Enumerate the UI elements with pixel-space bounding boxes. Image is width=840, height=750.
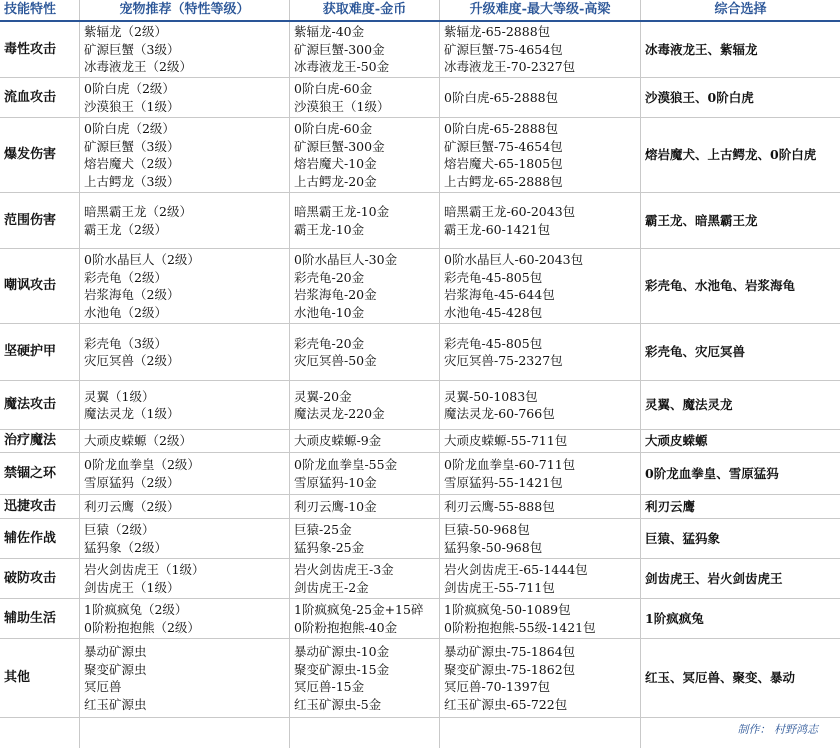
cost-line: 巨猿-25金: [294, 522, 352, 537]
cost-cell: [290, 78, 440, 117]
upgrade-line: 1阶疯疯兔-50-1089包: [444, 602, 571, 617]
upgrade-line: 霸王龙-60-1421包: [444, 221, 551, 237]
pets-line: 矿源巨蟹（3级）: [84, 138, 180, 154]
cost-cell: [290, 22, 440, 77]
pets-line: 矿源巨蟹（3级）: [84, 41, 180, 57]
pets-line: 暴动矿源虫: [84, 644, 147, 659]
upgrade-line: 0阶水晶巨人-60-2043包: [444, 252, 584, 267]
pets-line: 巨猿（2级）: [84, 522, 155, 537]
cost-line: 0阶水晶巨人-30金: [294, 252, 398, 267]
upgrade-line: 雪原猛犸-55-1421包: [444, 474, 563, 490]
cost-line: 猛犸象-25金: [294, 539, 365, 555]
cost-line: 暗黑霸王龙-10金: [294, 204, 390, 219]
header-cost: 获取难度-金币: [290, 0, 440, 20]
trait-cell: 嘲讽攻击: [0, 249, 80, 323]
upgrade-cell: [440, 599, 641, 638]
choice-cell: 巨猿、猛犸象: [645, 530, 721, 546]
cost-line: 矿源巨蟹-300金: [294, 41, 385, 57]
upgrade-line: 0阶白虎-65-2888包: [444, 121, 559, 136]
upgrade-cell: [440, 249, 641, 323]
pets-line: 0阶白虎（2级）: [84, 81, 175, 96]
upgrade-cell: [440, 519, 641, 558]
pets-line: 岩火剑齿虎王（1级）: [84, 562, 205, 577]
upgrade-line: 熔岩魔犬-65-1805包: [444, 156, 563, 171]
trait-cell: 禁锢之环: [0, 453, 80, 494]
pets-line: 红玉矿源虫: [84, 696, 147, 712]
upgrade-line: 岩火剑齿虎王-65-1444包: [444, 562, 588, 577]
cost-line: 矿源巨蟹-300金: [294, 138, 385, 154]
upgrade-line: 猛犸象-50-968包: [444, 539, 543, 555]
cost-line: 0阶白虎-60金: [294, 81, 373, 96]
pets-cell: [80, 78, 290, 117]
cost-cell: [290, 381, 440, 429]
trait-cell: 坚硬护甲: [0, 324, 80, 380]
upgrade-line: 0阶白虎-65-2888包: [444, 89, 559, 105]
table-row: [0, 78, 840, 118]
cost-line: 岩火剑齿虎王-3金: [294, 562, 394, 577]
upgrade-cell: [440, 559, 641, 598]
pets-line: 魔法灵龙（1级）: [84, 406, 180, 421]
pets-line: 大顽皮蝾螈（2级）: [84, 433, 192, 449]
table-row: [0, 519, 840, 559]
cost-line: 沙漠狼王（1级）: [294, 98, 390, 114]
cost-line: 1阶疯疯兔-25金+15碎: [294, 602, 424, 617]
credit-text: 制作： 村野鸿志: [737, 723, 818, 736]
table-row: [0, 193, 840, 249]
pets-line: 雪原猛犸（2级）: [84, 474, 180, 490]
cost-cell: [290, 249, 440, 323]
header-trait: 技能特性: [0, 0, 80, 20]
choice-cell: 1阶疯疯兔: [645, 610, 704, 626]
pets-cell: [80, 453, 290, 494]
pets-line: 灾厄冥兽（2级）: [84, 353, 180, 368]
choice-cell: 红玉、冥厄兽、聚变、暴动: [645, 670, 796, 686]
pets-cell: [80, 599, 290, 638]
upgrade-cell: [440, 324, 641, 380]
upgrade-cell: [440, 639, 641, 717]
upgrade-cell: [440, 193, 641, 248]
pets-line: 彩壳龟（3级）: [84, 335, 167, 351]
table-row: [0, 22, 840, 78]
upgrade-line: 岩浆海龟-45-644包: [444, 287, 555, 302]
upgrade-line: 魔法灵龙-60-766包: [444, 406, 555, 421]
trait-cell: 治疗魔法: [0, 430, 80, 452]
trait-cell: 范围伤害: [0, 193, 80, 248]
cost-line: 0阶龙血拳皇-55金: [294, 457, 398, 472]
cost-cell: [290, 453, 440, 494]
upgrade-cell: [440, 430, 641, 452]
upgrade-line: 冥厄兽-70-1397包: [444, 679, 551, 694]
table-row: [0, 495, 840, 519]
cost-line: 冥厄兽-15金: [294, 679, 365, 694]
cost-line: 暴动矿源虫-10金: [294, 644, 390, 659]
cost-cell: [290, 324, 440, 380]
cost-line: 彩壳龟-20金: [294, 335, 365, 351]
upgrade-cell: [440, 22, 641, 77]
pets-line: 霸王龙（2级）: [84, 221, 167, 237]
pets-cell: [80, 430, 290, 452]
pets-cell: [80, 519, 290, 558]
trait-cell: 辅助生活: [0, 599, 80, 638]
pets-line: 0阶龙血拳皇（2级）: [84, 457, 200, 472]
cost-line: 红玉矿源虫-5金: [294, 696, 382, 712]
pets-cell: [80, 118, 290, 192]
pets-cell: [80, 559, 290, 598]
cost-line: 水池龟-10金: [294, 304, 365, 320]
cost-line: 岩浆海龟-20金: [294, 287, 377, 302]
cost-line: 利刃云鹰-10金: [294, 498, 377, 514]
pets-cell: [80, 249, 290, 323]
choice-cell: 彩壳龟、灾厄冥兽: [645, 344, 746, 360]
upgrade-line: 彩壳龟-45-805包: [444, 335, 543, 351]
pets-line: 上古鳄龙（3级）: [84, 173, 180, 189]
table-row: [0, 559, 840, 599]
upgrade-line: 聚变矿源虫-75-1862包: [444, 661, 576, 677]
table-row: [0, 118, 840, 193]
pets-cell: [80, 193, 290, 248]
cost-line: 0阶粉抱抱熊-40金: [294, 619, 398, 635]
cost-line: 大顽皮蝾螈-9金: [294, 433, 382, 449]
cost-cell: [290, 430, 440, 452]
cost-line: 灵翼-20金: [294, 388, 352, 404]
pets-line: 剑齿虎王（1级）: [84, 579, 180, 595]
choice-cell: 冰毒液龙王、紫辐龙: [645, 41, 758, 57]
pets-line: 灵翼（1级）: [84, 388, 155, 404]
table-row: [0, 381, 840, 430]
choice-cell: 彩壳龟、水池龟、岩浆海龟: [645, 278, 796, 294]
upgrade-line: 红玉矿源虫-65-722包: [444, 696, 568, 712]
cost-cell: [290, 118, 440, 192]
cost-line: 雪原猛犸-10金: [294, 474, 377, 490]
upgrade-cell: [440, 78, 641, 117]
pets-cell: [80, 324, 290, 380]
pets-cell: [80, 381, 290, 429]
trait-cell: 流血攻击: [0, 78, 80, 117]
upgrade-cell: [440, 381, 641, 429]
pets-cell: [80, 639, 290, 717]
cost-cell: [290, 495, 440, 518]
choice-cell: 沙漠狼王、0阶白虎: [645, 89, 754, 105]
pets-line: 0阶白虎（2级）: [84, 121, 175, 136]
header-upgrade: 升级难度-最大等级-高梁: [440, 0, 641, 20]
upgrade-line: 剑齿虎王-55-711包: [444, 579, 555, 595]
trait-cell: 其他: [0, 639, 80, 717]
pets-line: 聚变矿源虫: [84, 661, 147, 677]
upgrade-line: 0阶龙血拳皇-60-711包: [444, 457, 576, 472]
pets-line: 水池龟（2级）: [84, 304, 167, 320]
choice-cell: 剑齿虎王、岩火剑齿虎王: [645, 570, 783, 586]
upgrade-line: 灾厄冥兽-75-2327包: [444, 353, 563, 368]
table-footer-row: [0, 718, 840, 748]
upgrade-line: 巨猿-50-968包: [444, 522, 530, 537]
pets-line: 岩浆海龟（2级）: [84, 287, 180, 302]
pets-line: 猛犸象（2级）: [84, 539, 167, 555]
upgrade-line: 0阶粉抱抱熊-55级-1421包: [444, 619, 596, 635]
cost-cell: [290, 559, 440, 598]
cost-cell: [290, 639, 440, 717]
table-row: [0, 324, 840, 381]
table-row: [0, 453, 840, 495]
cost-cell: [290, 519, 440, 558]
trait-cell: 破防攻击: [0, 559, 80, 598]
upgrade-cell: [440, 118, 641, 192]
table-row: [0, 599, 840, 639]
table-row: [0, 430, 840, 453]
upgrade-cell: [440, 495, 641, 518]
pets-line: 利刃云鹰（2级）: [84, 498, 180, 514]
cost-cell: [290, 193, 440, 248]
upgrade-line: 冰毒液龙王-70-2327包: [444, 59, 576, 75]
upgrade-line: 水池龟-45-428包: [444, 304, 543, 320]
pets-line: 熔岩魔犬（2级）: [84, 156, 180, 171]
header-pets: 宠物推荐（特性等级）: [80, 0, 290, 20]
trait-cell: 毒性攻击: [0, 22, 80, 77]
pets-line: 1阶疯疯兔（2级）: [84, 602, 188, 617]
choice-cell: 灵翼、魔法灵龙: [645, 397, 733, 413]
header-choice: 综合选择: [714, 2, 767, 18]
choice-cell: 0阶龙血拳皇、雪原猛犸: [645, 465, 779, 481]
table-row: [0, 639, 840, 718]
cost-line: 灾厄冥兽-50金: [294, 353, 377, 368]
pets-line: 彩壳龟（2级）: [84, 269, 167, 285]
table-header-row: [0, 0, 840, 22]
table-row: [0, 249, 840, 324]
upgrade-line: 暗黑霸王龙-60-2043包: [444, 204, 576, 219]
cost-line: 魔法灵龙-220金: [294, 406, 385, 421]
cost-line: 霸王龙-10金: [294, 221, 365, 237]
cost-cell: [290, 599, 440, 638]
cost-line: 熔岩魔犬-10金: [294, 156, 377, 171]
pets-line: 冥厄兽: [84, 679, 122, 694]
choice-cell: 利刃云鹰: [645, 498, 696, 514]
upgrade-line: 上古鳄龙-65-2888包: [444, 173, 563, 189]
pets-cell: [80, 495, 290, 518]
trait-cell: 迅捷攻击: [0, 495, 80, 518]
upgrade-line: 矿源巨蟹-75-4654包: [444, 41, 563, 57]
cost-line: 0阶白虎-60金: [294, 121, 373, 136]
choice-cell: 霸王龙、暗黑霸王龙: [645, 212, 758, 228]
pets-line: 紫辐龙（2级）: [84, 24, 167, 40]
trait-cell: 爆发伤害: [0, 118, 80, 192]
cost-line: 紫辐龙-40金: [294, 24, 365, 40]
choice-cell: 大顽皮蝾螈: [645, 433, 708, 449]
upgrade-line: 利刃云鹰-55-888包: [444, 498, 555, 514]
cost-line: 冰毒液龙王-50金: [294, 59, 390, 75]
cost-line: 聚变矿源虫-15金: [294, 661, 390, 677]
choice-cell: 熔岩魔犬、上古鳄龙、0阶白虎: [645, 147, 817, 163]
upgrade-line: 大顽皮蝾螈-55-711包: [444, 433, 568, 449]
pets-line: 0阶粉抱抱熊（2级）: [84, 619, 200, 635]
upgrade-line: 暴动矿源虫-75-1864包: [444, 644, 576, 659]
cost-line: 剑齿虎王-2金: [294, 579, 369, 595]
cost-line: 彩壳龟-20金: [294, 269, 365, 285]
upgrade-line: 彩壳龟-45-805包: [444, 269, 543, 285]
pets-line: 冰毒液龙王（2级）: [84, 59, 192, 75]
upgrade-line: 灵翼-50-1083包: [444, 388, 538, 404]
pets-line: 暗黑霸王龙（2级）: [84, 204, 192, 219]
trait-cell: 辅佐作战: [0, 519, 80, 558]
cost-line: 上古鳄龙-20金: [294, 173, 377, 189]
upgrade-line: 紫辐龙-65-2888包: [444, 24, 551, 40]
pets-line: 沙漠狼王（1级）: [84, 98, 180, 114]
trait-cell: 魔法攻击: [0, 381, 80, 429]
upgrade-line: 矿源巨蟹-75-4654包: [444, 138, 563, 154]
pets-cell: [80, 22, 290, 77]
upgrade-cell: [440, 453, 641, 494]
pets-line: 0阶水晶巨人（2级）: [84, 252, 200, 267]
